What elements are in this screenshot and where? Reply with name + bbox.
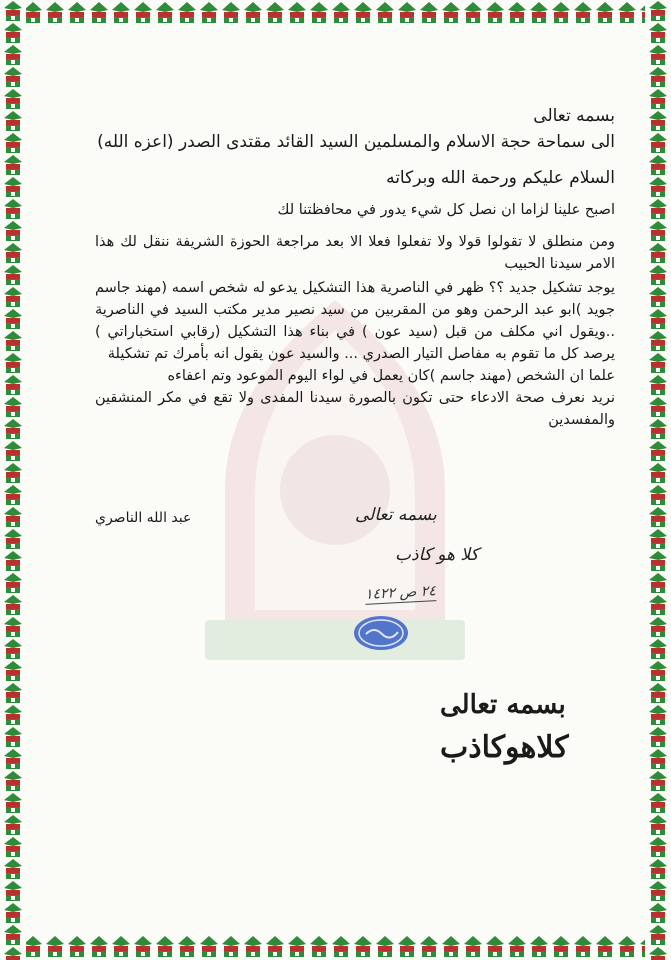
signature-name: عبد الله الناصري: [95, 510, 192, 526]
addressee: الى سماحة حجة الاسلام والمسلمين السيد القائد مقتدى الصدر (اعزه الله): [97, 132, 615, 152]
decorative-border-top: [0, 0, 671, 26]
paragraph-2: ومن منطلق لا تقولوا قولا ولا تفعلوا فعلا الا بعد مراجعة الحوزة الشريفة ننقل لك هذا الامر سيدنا الحبيب: [95, 234, 615, 272]
handwritten-reply: كلا هو كاذب: [395, 545, 479, 565]
reply-verdict: كلاهوكاذب: [440, 730, 569, 765]
handwritten-bismihi: بسمه تعالى: [355, 505, 437, 525]
official-stamp: [352, 614, 410, 652]
paragraph-4: علما ان الشخص (مهند جاسم )كان يعمل في لواء اليوم الموعود وتم اعفاءه: [167, 368, 615, 384]
decorative-border-left: [0, 0, 26, 960]
paragraph-1: اصبح علينا لزاما ان نصل كل شيء يدور في محافظتنا لك: [277, 202, 615, 218]
decorative-border-right: [645, 0, 671, 960]
greeting: السلام عليكم ورحمة الله وبركاته: [386, 168, 615, 188]
letter-body: [95, 105, 615, 431]
salutation: بسمه تعالى: [533, 106, 615, 126]
reply-bismihi: بسمه تعالى: [440, 690, 566, 720]
paragraph-3: يوجد تشكيل جديد ؟؟ ظهر في الناصرية هذا التشكيل يدعو له شخص اسمه (مهند جاسم جويد )ابو عبد الرحمن وهو من المقربين من سيد نصير مدير مكتب السيد في الناصرية ..ويقول اني مكلف من قبل (سيد عون ) في بناء هذا التشكيل (رقابي استخباراتي ) يرصد كل ما تقوم به مفاصل التيار الصدري ... والسيد عون يقول انه بأمرك تم تشكيلة: [95, 280, 615, 362]
decorative-border-bottom: [0, 934, 671, 960]
paragraph-5: نريد نعرف صحة الادعاء حتى تكون بالصورة سيدنا المفدى ولا تقع في مكر المنشقين والمفسدين: [95, 390, 615, 428]
handwritten-date: ٢٤ ص ١٤٢٢: [364, 583, 437, 603]
